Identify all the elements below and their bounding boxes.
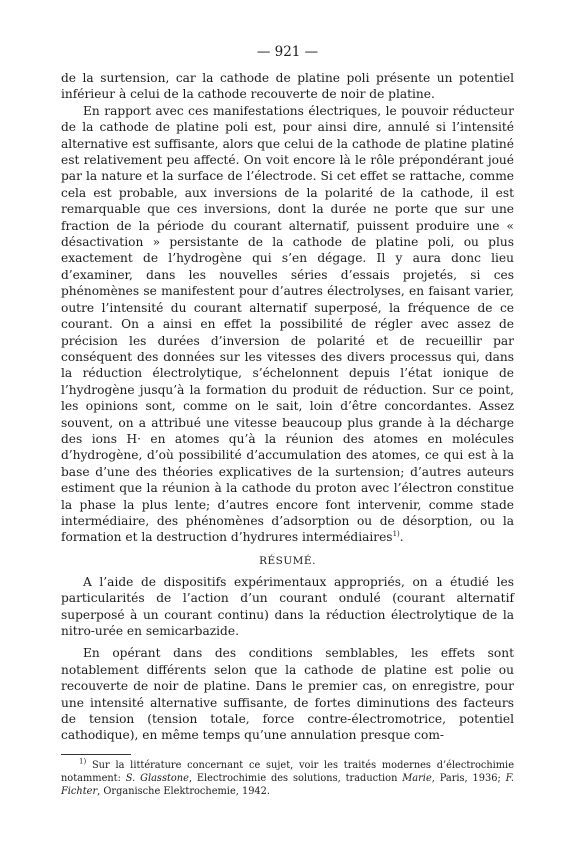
page-number: — 921 —: [256, 44, 319, 60]
paragraph-discussion: [61, 103, 514, 546]
footnote-author: F. Fichter: [61, 772, 515, 797]
footnote: [61, 759, 514, 798]
footnote-marker: 1): [79, 757, 87, 766]
footnote-text: , Paris, 1936;: [431, 772, 506, 784]
footnote-text: , Organische Elektrochemie, 1942.: [97, 785, 271, 797]
footnote-text: , Electrochimie des solutions, traduction: [188, 772, 403, 784]
paragraph-discussion-text: En rapport avec ces manifestations électriques, le pouvoir réducteur de la cathode de platine poli est, pour ainsi dire, annulé si l’intensité alternative est suffisante, alors que celui de la cathode de platine platiné est relativement peu affecté. On voit encore là le rôle prépondérant joué par la nature et la surface de l’électrode. Si cet effet se rattache, comme cela est probable, aux inversions de la polarité de la cathode, il est remarquable que ces inversions, dont la durée ne porte que sur une fraction de la période du courant alternatif, puissent produire une « désactivation » persistante de la cathode de platine poli, ou plus exactement de l’hydrogène qui s’en dégage. Il y aura donc lieu d’examiner, dans les nouvelles séries d’essais projetés, si ces phénomènes se manifestent pour d’autres électrolyses, en faisant varier, outre l’intensité du courant alternatif superposé, la fréquence de ce courant. On a ainsi en effet la possibilité de régler avec assez de précision les durées d’inversion de polarité et de recueillir par conséquent des données sur les vitesses des divers processus qui, dans la réduction électrolytique, s’échelonnent depuis l’état ionique de l’hydrogène jusqu’à la formation du produit de réduction. Sur ce point, les opinions sont, comme on le sait, loin d’être concordantes. Assez souvent, on a attribué une vitesse beaucoup plus grande à la décharge des ions H· en atomes qu’à la réunion des atomes en molécules d’hydrogène, d’où possibilité d’accumulation des atomes, ce qui est à la base d’une des théories explicatives de la surtension; d’autres auteurs estiment que la réunion à la cathode du proton avec l’électron constitue la phase la plus lente; d’autres encore font intervenir, comme stade intermédiaire, des phénomènes d’adsorption ou de désorption, ou la formation et la destruction d’hydrures intermédiaires: [61, 103, 514, 545]
paragraph-discussion-end: .: [399, 530, 404, 545]
footnote-author: Marie: [402, 772, 432, 784]
footnote-divider: [61, 754, 131, 755]
resume-paragraph-1: A l’aide de dispositifs expérimentaux appropriés, on a étudié les particularités de l’action d’un courant ondulé (courant alternatif superposé à un courant continu) dans la réduction électrolytique de la nitro-urée en semicarbazide.: [61, 574, 514, 638]
footnote-reference: 1): [392, 530, 400, 539]
section-heading-resume: RÉSUMÉ.: [259, 554, 316, 567]
footnote-author: S. Glasstone: [125, 772, 189, 784]
paragraph-continuation: de la surtension, car la cathode de platine poli présente un potentiel inférieur à celui de la cathode recouverte de noir de platine.: [61, 71, 514, 102]
footnote-text: Sur la littérature concernant ce sujet, voir les traités modernes d’électrochimie notamment:: [61, 759, 514, 784]
resume-paragraph-2: En opérant dans des conditions semblables, les effets sont notablement différents selon que la cathode de platine est polie ou recouverte de noir de platine. Dans le premier cas, on enregistre, pour une intensité alternative suffisante, de fortes diminutions des facteurs de tension (tension totale, force contre-électromotrice, potentiel cathodique), en même temps qu’une annulation presque com-: [61, 646, 514, 743]
